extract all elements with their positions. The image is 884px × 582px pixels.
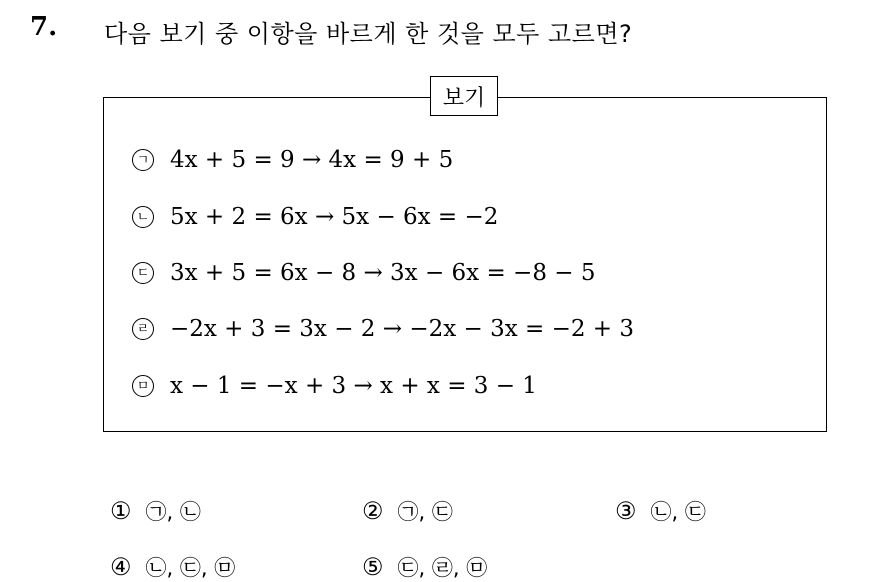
choice-answer: ㉡, ㉢ [650, 500, 706, 524]
choice-2[interactable] [362, 496, 453, 526]
choice-answer: ㉢, ㉣, ㉤ [397, 556, 488, 580]
item-equation: 4x + 5 = 9 → 4x = 9 + 5 [170, 147, 454, 173]
choice-number: ① [110, 497, 132, 525]
choice-number: ③ [615, 497, 637, 525]
choice-answer: ㉠, ㉡ [145, 500, 201, 524]
item-equation: 5x + 2 = 6x → 5x − 6x = −2 [170, 204, 499, 230]
item-equation: −2x + 3 = 3x − 2 → −2x − 3x = −2 + 3 [170, 316, 635, 342]
choice-answer: ㉠, ㉢ [397, 500, 453, 524]
choice-3[interactable] [615, 496, 706, 526]
choice-number: ④ [110, 553, 132, 581]
example-item-3 [132, 260, 595, 286]
example-item-2 [132, 204, 498, 230]
choice-4[interactable] [110, 552, 235, 582]
choice-1[interactable] [110, 496, 201, 526]
item-marker: ㄴ [132, 206, 154, 228]
choice-answer: ㉡, ㉢, ㉤ [145, 556, 236, 580]
item-marker: ㄷ [132, 262, 154, 284]
item-equation: x − 1 = −x + 3 → x + x = 3 − 1 [170, 373, 537, 399]
item-marker: ㄱ [132, 149, 154, 171]
item-marker: ㄹ [132, 318, 154, 340]
example-box-title: 보기 [430, 76, 498, 116]
example-item-4 [132, 316, 634, 342]
item-marker: ㅁ [132, 375, 154, 397]
choice-5[interactable] [362, 552, 487, 582]
example-item-5 [132, 373, 537, 399]
question-number: 7. [30, 12, 58, 42]
item-equation: 3x + 5 = 6x − 8 → 3x − 6x = −8 − 5 [170, 260, 596, 286]
example-item-1 [132, 147, 453, 173]
choice-number: ② [362, 497, 384, 525]
choice-number: ⑤ [362, 553, 384, 581]
question-text: 다음 보기 중 이항을 바르게 한 것을 모두 고르면? [104, 20, 633, 48]
